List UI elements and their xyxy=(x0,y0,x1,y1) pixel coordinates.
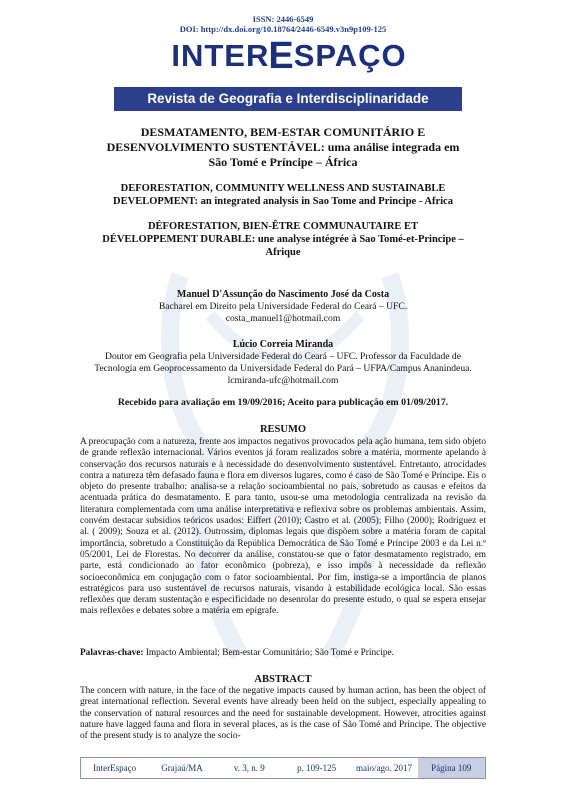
title-pt-line1: DESMATAMENTO, BEM-ESTAR COMUNITÁRIO E xyxy=(140,125,426,139)
header-meta xyxy=(0,14,566,34)
author-1-affiliation: Bacharel em Direito pela Universidade Federal do Ceará – UFC. xyxy=(158,301,408,312)
footer-date: maio/ago. 2017 xyxy=(355,763,412,773)
author-2-name: Lúcio Correia Miranda xyxy=(232,339,334,350)
doi-link[interactable]: DOI: http://dx.doi.org/10.18764/2446-6549.v3n9p109-125 xyxy=(179,24,387,34)
author-1 xyxy=(80,289,486,325)
title-en-line2: DEVELOPMENT: an integrated analysis in Sao Tome and Principe - Africa xyxy=(113,196,453,207)
keywords-text: Impacto Ambiental; Bem-estar Comunitário; São Tomé e Príncipe. xyxy=(143,648,394,658)
title-fr-line3: Afrique xyxy=(265,247,301,258)
journal-logo xyxy=(122,34,456,77)
logo-text-right: SPAÇO xyxy=(293,38,407,73)
author-2-affiliation-line2: Tecnologia em Geoprocessamento da Universidade Federal do Pará – UFPA/Campus Ananindeua. xyxy=(94,363,472,374)
footer-place: Grajaú/MA xyxy=(161,763,203,773)
title-en-line1: DEFORESTATION, COMMUNITY WELLNESS AND SUSTAINABLE xyxy=(120,183,446,194)
title-pt-line2: DESENVOLVIMENTO SUSTENTÁVEL: uma análise integrada em xyxy=(106,140,460,154)
author-2 xyxy=(80,339,486,387)
issn: ISSN: 2446-6549 xyxy=(252,14,314,24)
abstract-heading: ABSTRACT xyxy=(254,674,312,685)
footer-page-number: Página 109 xyxy=(418,758,485,778)
title-portuguese xyxy=(80,125,486,170)
resumo-heading: RESUMO xyxy=(259,424,307,435)
title-pt-line3: São Tomé e Príncipe – África xyxy=(208,155,358,169)
journal-subtitle-banner: Revista de Geografia e Interdisciplinaridade xyxy=(114,87,462,111)
footer-journal: InterEspaço xyxy=(93,763,137,773)
page-footer xyxy=(80,757,486,779)
keywords xyxy=(80,648,486,658)
abstract-text: The concern with nature, in the face of the negative impacts caused by human action, has been the object of great international reflection. Several events have already been held on the subject, especially appealing to the conservation of natural resources and the need for sustainable development. However, atrocities against nature have lagged fauna and flora in several places, as is the case of São Tomé and Príncipe. The objective of the present study is to analyze the socio- xyxy=(80,686,486,742)
title-french xyxy=(80,220,486,259)
author-2-affiliation-line1: Doutor em Geografia pela Universidade Federal do Ceará – UFC. Professor da Faculdade de xyxy=(105,351,461,362)
keywords-label: Palavras-chave: xyxy=(80,648,144,658)
footer-volume: v. 3, n. 9 xyxy=(233,763,265,773)
title-fr-line2: DÉVELOPPEMENT DURABLE: une analyse intégrée à Sao Tomé-et-Principe – xyxy=(102,234,464,245)
author-1-email[interactable]: costa_manuel1@hotmail.com xyxy=(225,313,341,324)
title-fr-line1: DÉFORESTATION, BIEN-ÊTRE COMMUNAUTAIRE ET xyxy=(147,221,419,232)
logo-text-e: E xyxy=(268,34,295,77)
logo-text-left: INTER xyxy=(171,38,270,73)
received-dates: Recebido para avaliação em 19/09/2016; Aceito para publicação em 01/09/2017. xyxy=(117,397,449,408)
footer-pages: p. 109-125 xyxy=(297,763,337,773)
author-2-email[interactable]: lcmiranda-ufc@hotmail.com xyxy=(227,375,339,386)
author-1-name: Manuel D'Assunção do Nascimento José da Costa xyxy=(176,289,390,300)
resumo-text: A preocupação com a natureza, frente aos impactos negativos provocados pela ação humana, tem sido objeto de grande reflexão internacional. Vários eventos já foram realizados sobre a matéria, mormente apelando à conservação dos recursos naturais e à necessidade do desenvolvimento sustentável. Entretanto, atrocidades contra a natureza têm defasado fauna e flora em diversos lugares, como é caso de São Tomé e Príncipe. Eis o objeto do presente trabalho: analisa-se a relação socioambiental no país, sobretudo as causas e efeitos da acentuada prática do desmatamento. E para tanto, usou-se uma metodologia centralizada na revisão da literatura complementada com uma análise interpretativa e reflexiva sobre os problemas ambientais. Assim, convém destacar subsídios teóricos usados: Eiffert (2010); Castro et al. (2005); Filho (2000); Rodriguez et al. ( 2009); Souza et al. (2012). Outrossim, diplomas legais que dispõem sobre a matéria foram de capital importância, sobretudo a Constituição da República Democrática de São Tomé e Príncipe 2003 e da Lei n.º 05/2001, Lei de Florestas. No decorrer da análise, constatou-se que o fator desmatamento registrado, em parte, está condicionado ao fator econômico (pobreza), e isso impôs à necessidade da reflexão socioeconômica em conjugação com o fator socioambiental. Por fim, instiga-se a importância de planos estratégicos para uso sustentável de recursos naturais, visando à estabilidade ecológica local. São essas reflexões que deram sustentação e especificidade no desenrolar do presente estudo, o qual se espera ensejar mais reflexões e debates sobre a matéria em epígrafe. xyxy=(80,437,486,617)
title-english xyxy=(80,182,486,208)
